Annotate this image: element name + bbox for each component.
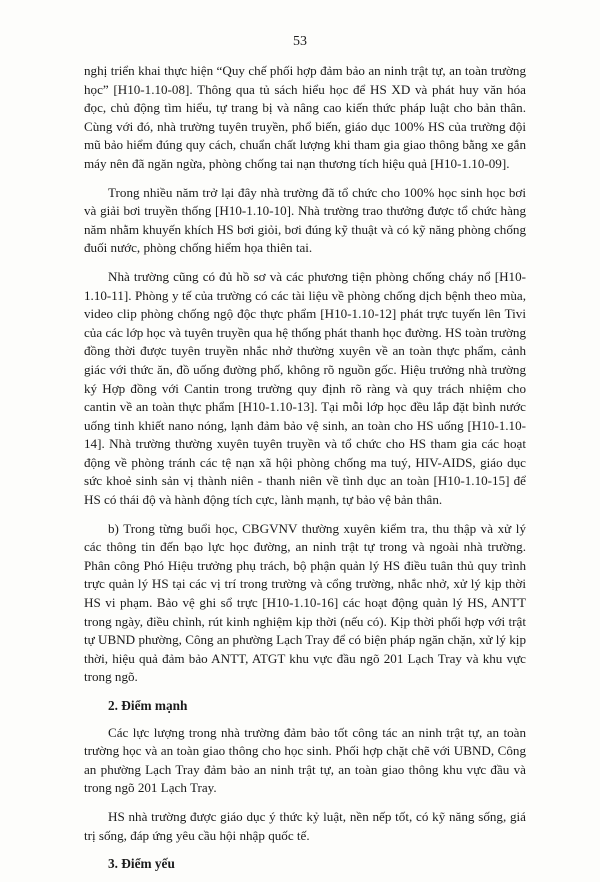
page-number: 53 [293, 34, 307, 49]
paragraph-strengths-1: Các lực lượng trong nhà trường đảm bảo tốt công tác an ninh trật tự, an toàn trường học và an toàn giao thông cho học sinh. Phối hợp chặt chẽ với UBND, Công an phường Lạch Tray đảm bảo an ninh trật tự, an toàn giao thông khu vực đầu và trong ngõ 201 Lạch Tray. [84, 724, 526, 796]
paragraph-continuation: nghị triển khai thực hiện “Quy chế phối hợp đảm bảo an ninh trật tự, an toàn trường học” [H10-1.10-08]. Thông qua tủ sách hiểu học để HS XD và phát huy văn hóa đọc, chủ động tìm hiểu, tự trang bị và nâng cao kiến thức pháp luật cho bản thân. Cùng với đó, nhà trường tuyên truyền, phổ biến, giáo dục 100% HS của trường đội mũ bảo hiểm đúng quy cách, chuẩn chất lượng khi tham gia giao thông bằng xe gắn máy nên đã ngăn ngừa, phòng chống tai nạn thương tích hiệu quả [H10-1.10-09]. [84, 63, 526, 171]
section-heading-weaknesses: 3. Điểm yếu [108, 856, 175, 872]
paragraph-strengths-2: HS nhà trường được giáo dục ý thức kỷ luật, nền nếp tốt, có kỹ năng sống, giá trị sống, đáp ứng yêu cầu hội nhập quốc tế. [84, 808, 526, 843]
paragraph-fire-safety-health: Nhà trường cũng có đủ hồ sơ và các phương tiện phòng chống cháy nổ [H10-1.10-11]. Phòng y tế của trường có các tài liệu về phòng chống dịch bệnh theo mùa, video clip phòng chống ngộ độc thực phẩm [H10-1.10-12] phát trực tuyến lên Tivi của các lớp học và tuyên truyền qua hệ thống phát thanh học đường. HS toàn trường đồng thời được tuyên truyền nhắc nhở thường xuyên về an toàn thực phẩm, cảnh giác với thức ăn, đồ uống đường phố, không rõ nguồn gốc. Hiệu trưởng nhà trường ký Hợp đồng với Cantin trong trường quy định rõ ràng và quy trách nhiệm cho cantin về an toàn thực phẩm [H10-1.10-13]. Tại mỗi lớp học đều lắp đặt bình nước uống tinh khiết nano nóng, lạnh đảm bảo vệ sinh, an toàn cho HS uống [H10-1.10-14]. Nhà trường thường xuyên tuyên truyền và tổ chức cho HS tham gia các hoạt động về phòng tránh các tệ nạn xã hội phòng chống ma tuý, HIV-AIDS, giáo dục sức khoẻ sinh sản vị thành niên - thanh niên về tình dục an toàn [H10-1.10-15] để HS có thái độ và hành động tích cực, lành mạnh, tự bảo vệ bản thân. [84, 268, 526, 508]
page-body [84, 62, 526, 882]
paragraph-swimming: Trong nhiều năm trở lại đây nhà trường đã tổ chức cho 100% học sinh học bơi và giải bơi truyền thống [H10-1.10-10]. Nhà trường trao thưởng được tổ chức hàng năm nhằm khuyến khích HS bơi giỏi, bơi đúng kỹ thuật và có kỹ năng phòng chống đuối nước, phòng chống hiểm họa thiên tai. [84, 184, 526, 256]
section-heading-strengths: 2. Điểm mạnh [108, 698, 188, 713]
paragraph-item-b: b) Trong từng buổi học, CBGVNV thường xuyên kiểm tra, thu thập và xử lý các thông tin đến bạo lực học đường, an ninh trật tự trong và ngoài nhà trường. Phân công Phó Hiệu trưởng phụ trách, bộ phận quản lý HS điều tuân thủ quy trình trực quản lý HS tại các vị trí trong trường và cổng trường, nhắc nhở, xử lý kịp thời HS vi phạm. Bảo vệ ghi sổ trực [H10-1.10-16] các hoạt động quản lý HS, ANTT trong ngày, điều chỉnh, rút kinh nghiệm kịp thời (nếu có). Kịp thời phối hợp với trật tự UBND phường, Công an phường Lạch Tray để có biện pháp ngăn chặn, xử lý kịp thời, hiệu quả đảm bảo ANTT, ATGT khu vực đầu ngõ 201 Lạch Tray và khu vực trong ngõ. [84, 520, 526, 685]
